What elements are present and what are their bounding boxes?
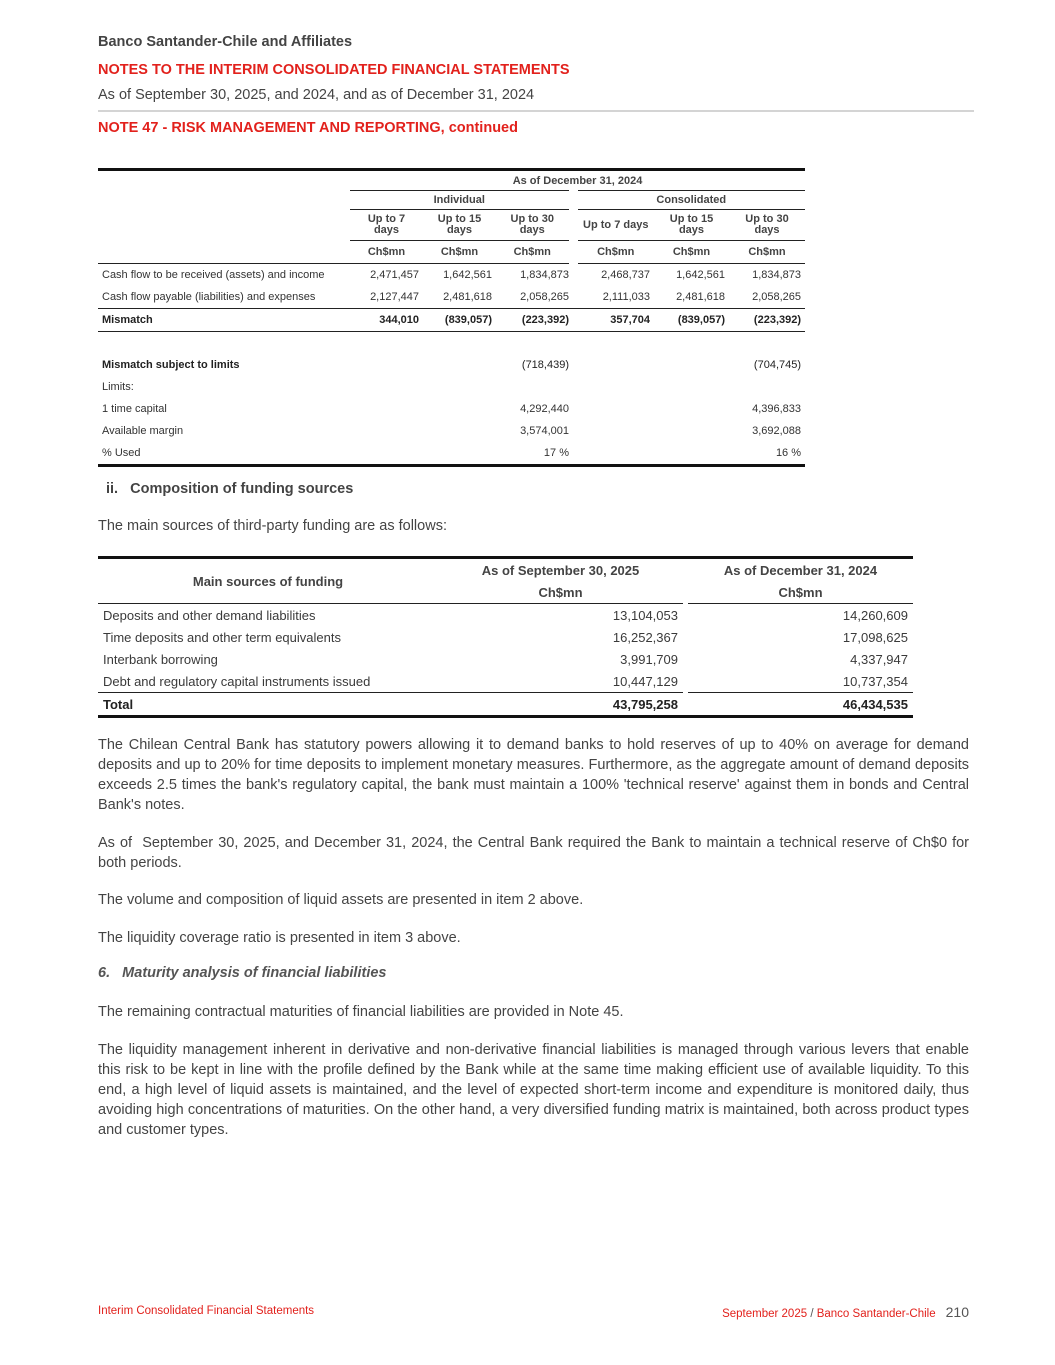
paragraph-technical-reserve: As of September 30, 2025, and December 31, 2024, the Central Bank required the Bank to maintain a technical reserve of Ch$0 for both periods. bbox=[98, 835, 974, 871]
row-label: Total bbox=[103, 696, 134, 712]
table-row bbox=[98, 442, 805, 464]
unit: Ch$mn bbox=[573, 241, 654, 264]
footer-date: September 2025 bbox=[722, 1308, 808, 1320]
unit: Ch$mn bbox=[496, 241, 573, 264]
table-row bbox=[98, 670, 913, 693]
cell: 1,834,873 bbox=[520, 269, 569, 281]
row-label: Deposits and other demand liabilities bbox=[103, 607, 316, 623]
period-header: As of December 31, 2024 bbox=[350, 171, 805, 191]
row-label: Interbank borrowing bbox=[103, 651, 218, 667]
cell: 10,737,354 bbox=[688, 670, 913, 693]
consolidated-header: Consolidated bbox=[573, 191, 805, 210]
cell: 2,127,447 bbox=[350, 286, 423, 309]
paragraph-liquidity-management: The liquidity management inherent in derivative and non-derivative financial liabilities is managed through various levers that enable this risk to be kept in line with the profile defined by the Bank while at the same time making efficient use of available liquidity. To this end, a high level of liquid assets is maintained, and the level of expected short-term income and expenditure is monitored daily, thus avoiding high concentrations of maturities. On the other hand, a very diversified funding matrix is maintained, both across product types and customer types. bbox=[98, 1042, 969, 1138]
individual-header: Individual bbox=[350, 191, 573, 210]
note-title: NOTE 47 - RISK MANAGEMENT AND REPORTING, continued bbox=[98, 120, 518, 136]
row-label: Cash flow to be received (assets) and income bbox=[102, 269, 325, 281]
row-label: Mismatch bbox=[98, 309, 350, 332]
cell: 13,104,053 bbox=[612, 607, 678, 623]
row-label: 1 time capital bbox=[102, 403, 167, 415]
unit: Ch$mn bbox=[688, 581, 913, 604]
table-row bbox=[98, 604, 913, 627]
cell: 1,834,873 bbox=[752, 269, 802, 281]
cell: 344,010 bbox=[350, 309, 423, 332]
col-2024: As of December 31, 2024 bbox=[723, 562, 878, 578]
cell: 14,260,609 bbox=[842, 607, 908, 623]
paragraph-reserves: The Chilean Central Bank has statutory powers allowing it to demand banks to hold reserves of up to 40% on average for demand deposits and up to 20% for time deposits to implement monetary measures. Furthermore, as the aggregate amount of demand deposits exceeds 2.5 times the bank's regulatory capital, the bank must maintain a 100% 'technical reserve' against them in bonds and Central Bank's notes. bbox=[98, 737, 969, 813]
footer-bank: Banco Santander-Chile bbox=[816, 1308, 936, 1320]
unit: Ch$mn bbox=[350, 241, 423, 264]
table-row bbox=[98, 420, 805, 442]
cell: 10,447,129 bbox=[438, 670, 683, 693]
cell: 4,292,440 bbox=[520, 403, 569, 415]
col-ind-7: Up to 7 days bbox=[350, 210, 423, 241]
cell: 46,434,535 bbox=[842, 696, 908, 712]
footer-right bbox=[722, 1304, 969, 1320]
cell: 1,642,561 bbox=[443, 269, 492, 281]
cell: (718,439) bbox=[521, 359, 569, 371]
cell: 17 % bbox=[543, 447, 569, 459]
cell: 3,991,709 bbox=[620, 651, 678, 667]
cell: (223,392) bbox=[729, 309, 805, 332]
cell: 2,468,737 bbox=[601, 269, 650, 281]
table-row bbox=[98, 264, 805, 287]
table-row-mismatch bbox=[98, 309, 805, 332]
cell: (839,057) bbox=[423, 309, 496, 332]
row-label: Available margin bbox=[102, 425, 184, 437]
row-label: Time deposits and other term equivalents bbox=[103, 629, 341, 645]
unit: Ch$mn bbox=[729, 241, 805, 264]
table-row bbox=[98, 648, 913, 670]
col-con-7: Up to 7 days bbox=[573, 210, 654, 241]
col-main-sources: Main sources of funding bbox=[98, 559, 438, 604]
section-title: ii. Composition of funding sources bbox=[106, 481, 354, 497]
col-con-30: Up to 30 days bbox=[729, 210, 805, 241]
paragraph-lcr: The liquidity coverage ratio is presented in item 3 above. bbox=[98, 930, 461, 946]
cell: 357,704 bbox=[573, 309, 654, 332]
cell: 17,098,625 bbox=[842, 629, 908, 645]
as-of-dates: As of September 30, 2025, and 2024, and as of December 31, 2024 bbox=[98, 87, 535, 103]
row-label: Mismatch subject to limits bbox=[102, 359, 240, 371]
row-label: % Used bbox=[102, 447, 141, 459]
funding-sources-table bbox=[98, 556, 913, 718]
cell: 16 % bbox=[775, 447, 802, 459]
company-name: Banco Santander-Chile and Affiliates bbox=[98, 34, 353, 50]
cell: 2,481,618 bbox=[423, 286, 496, 309]
col-ind-15: Up to 15 days bbox=[423, 210, 496, 241]
cell: (223,392) bbox=[496, 309, 573, 332]
table-row bbox=[98, 376, 805, 398]
footer-left: Interim Consolidated Financial Statements bbox=[98, 1305, 315, 1317]
cell: 4,396,833 bbox=[752, 403, 802, 415]
cell: 1,642,561 bbox=[676, 269, 725, 281]
col-con-15: Up to 15 days bbox=[654, 210, 729, 241]
liquidity-mismatch-table bbox=[98, 168, 805, 467]
paragraph-maturities: The remaining contractual maturities of financial liabilities are provided in Note 45. bbox=[98, 1004, 624, 1020]
cell: 2,058,265 bbox=[496, 286, 573, 309]
cell: 3,574,001 bbox=[520, 425, 569, 437]
unit: Ch$mn bbox=[654, 241, 729, 264]
row-label: Cash flow payable (liabilities) and expenses bbox=[98, 286, 350, 309]
cell: 2,058,265 bbox=[729, 286, 805, 309]
cell: 2,471,457 bbox=[370, 269, 419, 281]
cell: (704,745) bbox=[753, 359, 802, 371]
row-label: Debt and regulatory capital instruments issued bbox=[98, 670, 438, 693]
cell: 4,337,947 bbox=[850, 651, 908, 667]
table-row bbox=[98, 398, 805, 420]
footer-separator: / bbox=[807, 1308, 817, 1320]
table-row-total bbox=[98, 693, 913, 716]
notes-title: NOTES TO THE INTERIM CONSOLIDATED FINANCIAL STATEMENTS bbox=[98, 62, 570, 78]
cell: 2,481,618 bbox=[654, 286, 729, 309]
paragraph-liquid-assets: The volume and composition of liquid assets are presented in item 2 above. bbox=[98, 892, 584, 908]
cell: 16,252,367 bbox=[612, 629, 678, 645]
table-row bbox=[98, 626, 913, 648]
cell: 3,692,088 bbox=[752, 425, 802, 437]
col-ind-30: Up to 30 days bbox=[496, 210, 573, 241]
table-row bbox=[98, 286, 805, 309]
header-divider bbox=[98, 110, 974, 112]
subsection-title: 6. Maturity analysis of financial liabilities bbox=[98, 965, 387, 981]
unit: Ch$mn bbox=[438, 581, 683, 604]
page-number: 210 bbox=[945, 1304, 969, 1320]
unit: Ch$mn bbox=[423, 241, 496, 264]
row-label: Limits: bbox=[102, 381, 134, 393]
funding-intro: The main sources of third-party funding are as follows: bbox=[98, 518, 447, 534]
col-2025: As of September 30, 2025 bbox=[481, 562, 640, 578]
table-row bbox=[98, 354, 805, 376]
cell: 2,111,033 bbox=[573, 286, 654, 309]
cell: (839,057) bbox=[654, 309, 729, 332]
cell: 43,795,258 bbox=[612, 696, 678, 712]
